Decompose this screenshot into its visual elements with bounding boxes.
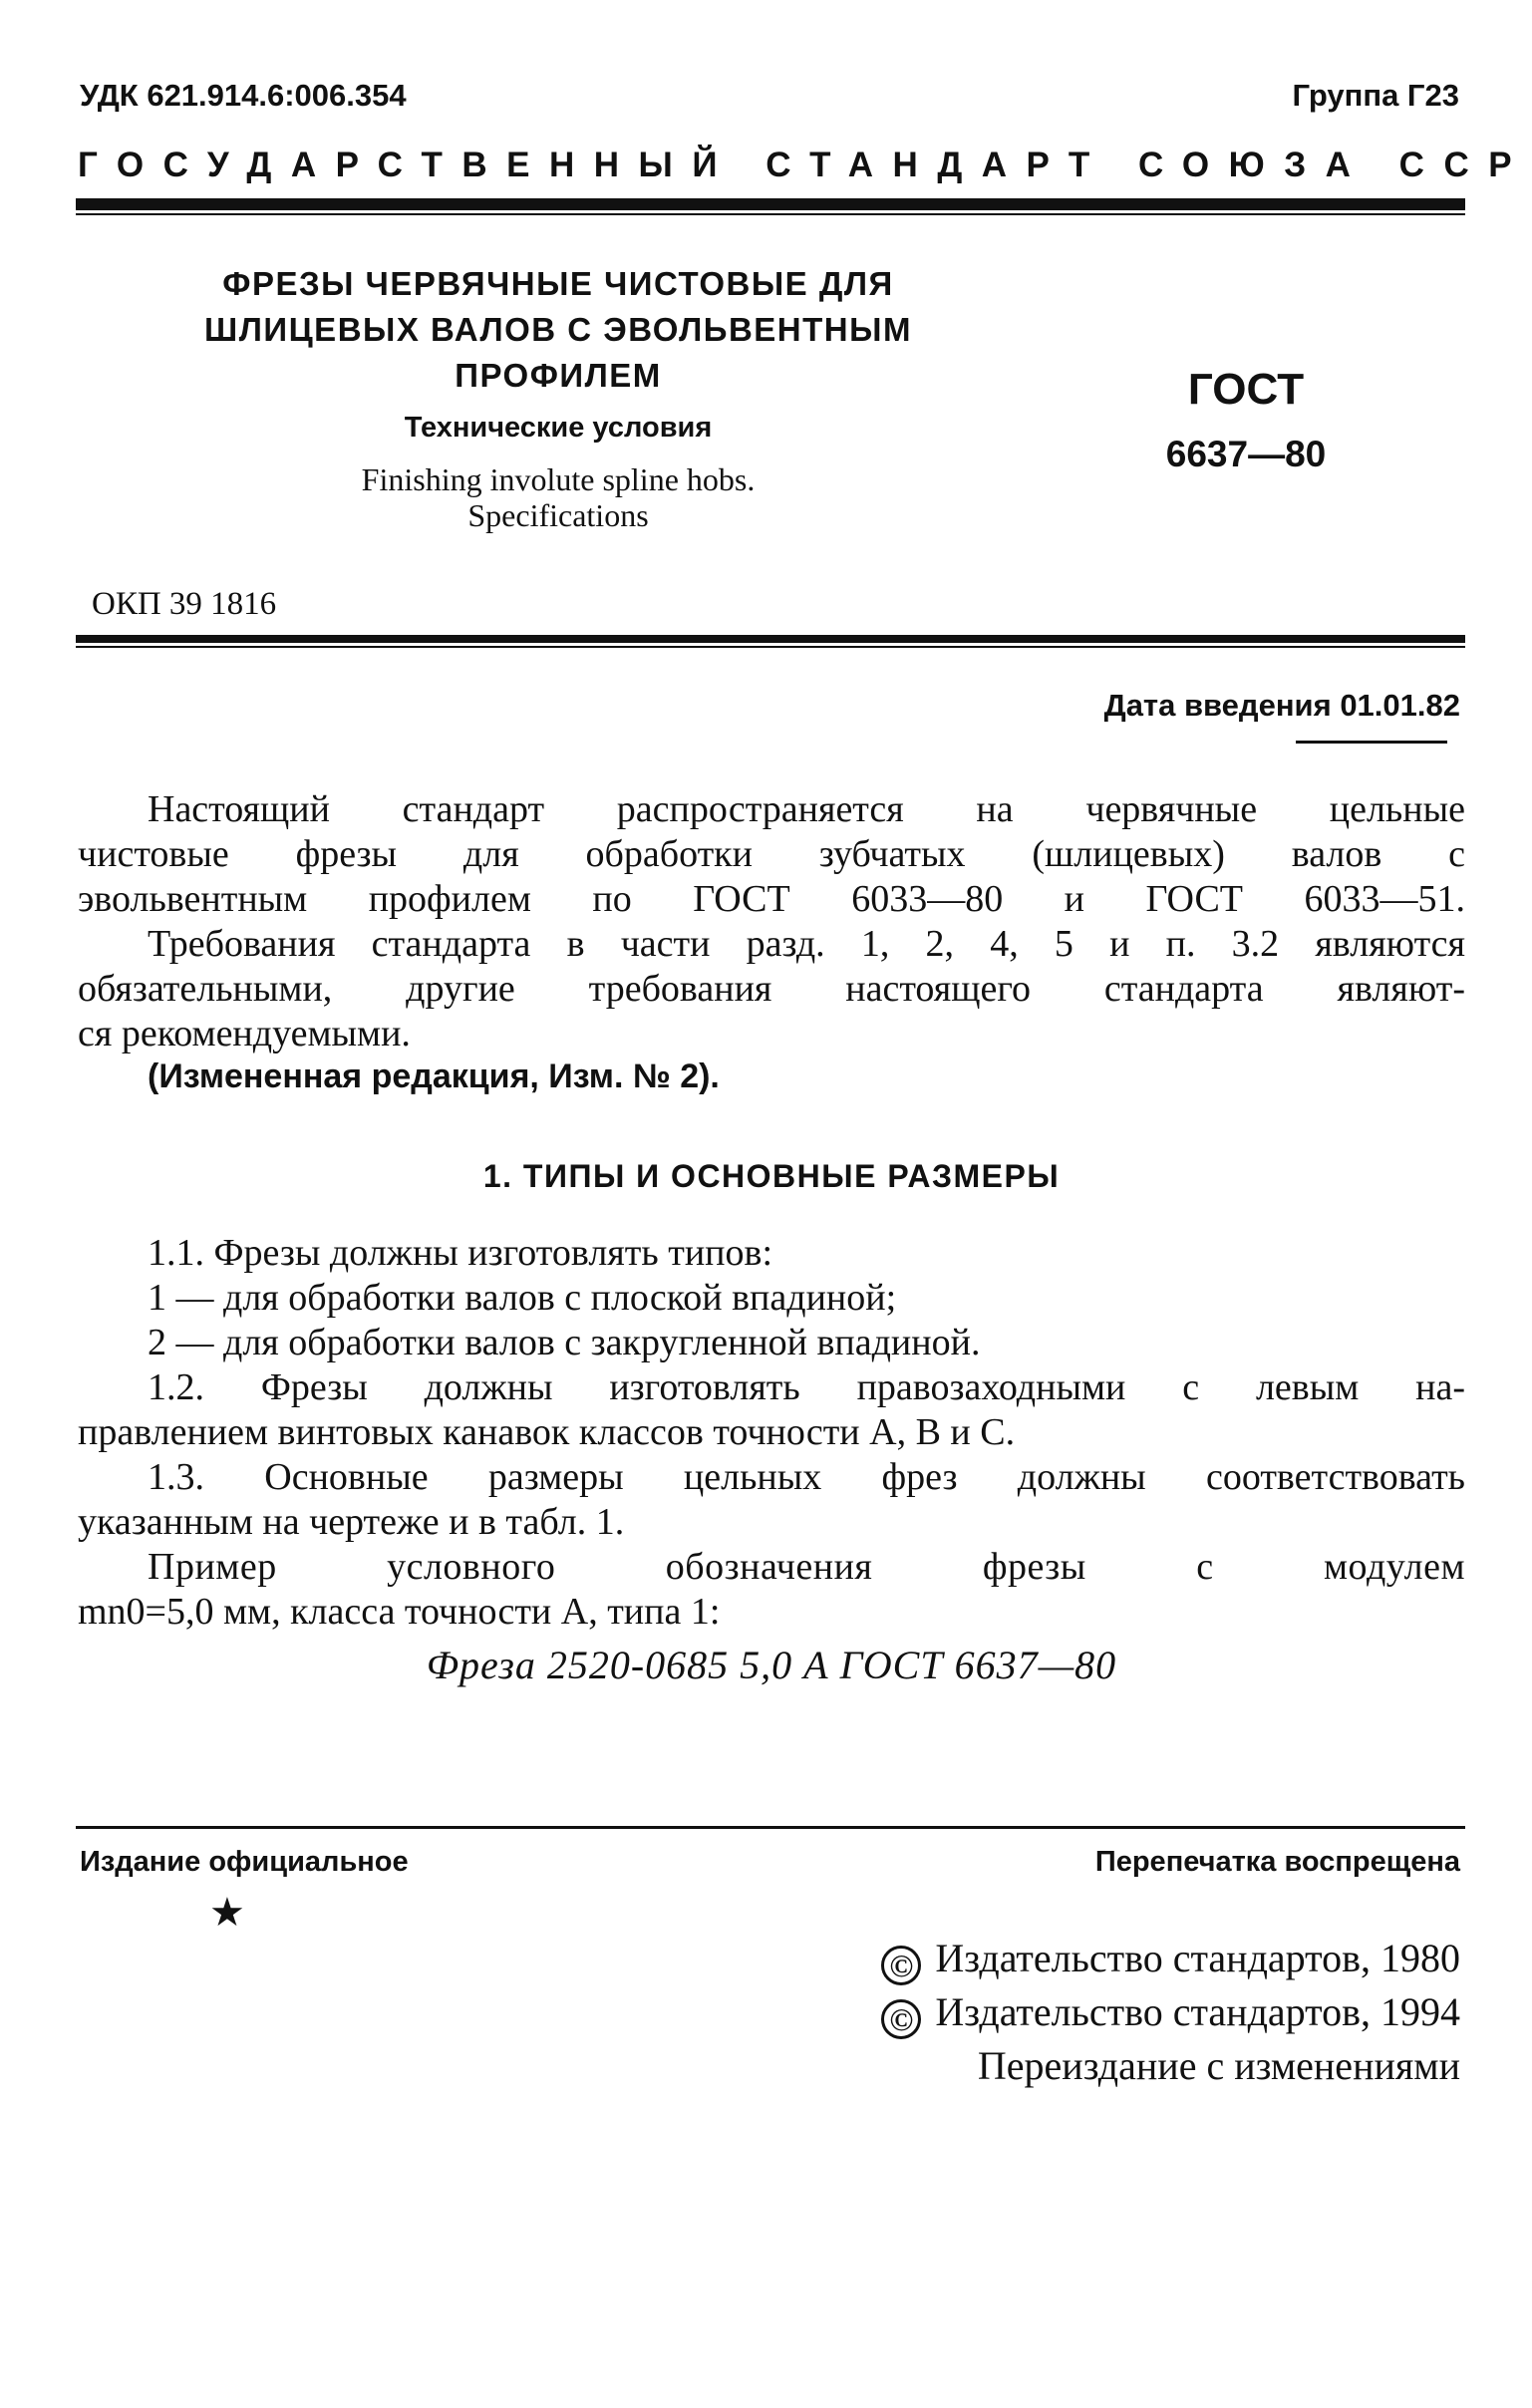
text-line: правлением винтовых канавок классов точности А, В и С. [78,1411,1016,1453]
title-line: ПРОФИЛЕМ [455,357,662,394]
text-line: Требования стандарта в части разд. 1, 2, 4, 5 и п. 3.2 являются [148,923,1465,965]
okp-code: ОКП 39 1816 [92,586,277,622]
document-title [150,261,967,399]
text-line: 1.1. Фрезы должны изготовлять типов: [148,1232,772,1274]
udk-code: УДК 621.914.6:006.354 [80,78,407,113]
top-thin-rule [76,213,1465,215]
subtitle-english [150,461,967,533]
subtitle-russian: Технические условия [404,412,713,444]
text-line: ся рекомендуемыми. [78,1013,411,1054]
designation-formula: Фреза 2520-0685 5,0 А ГОСТ 6637—80 [426,1643,1117,1687]
clause-1-3 [78,1455,1465,1545]
reprint-forbidden: Перепечатка воспрещена [1094,1846,1460,1878]
text-line: обязательными, другие требования настоящего стандарта являют- [78,968,1465,1010]
copyright-text: Издательство стандартов, 1994 [935,1989,1460,2034]
subtitle-english-line: Specifications [467,497,649,533]
section-1-heading: 1. ТИПЫ И ОСНОВНЫЕ РАЗМЕРЫ [482,1158,1061,1194]
state-standard-heading: ГОСУДАРСТВЕННЫЙ СТАНДАРТ СОЮЗА ССР [78,146,1532,184]
title-line: ШЛИЦЕВЫХ ВАЛОВ С ЭВОЛЬВЕНТНЫМ [204,311,912,348]
text-line: Пример условного обозначения фрезы с модулем [148,1546,1465,1588]
type-2-item [78,1321,1465,1365]
amendment-note [78,1054,1465,1099]
title-line: ФРЕЗЫ ЧЕРВЯЧНЫЕ ЧИСТОВЫЕ ДЛЯ [222,265,894,302]
group-code: Группа Г23 [1292,78,1459,113]
copyright-line-1980 [881,1932,1460,1985]
official-edition: Издание официальное [80,1846,409,1878]
bottom-rule [76,1826,1465,1829]
text-line: эвольвентным профилем по ГОСТ 6033—80 и ГОСТ 6033—51. [78,878,1465,920]
text-line: 1.3. Основные размеры цельных фрез должны соответствовать [148,1456,1465,1498]
clause-1-1 [78,1231,1465,1276]
text-line: чистовые фрезы для обработки зубчатых (шлицевых) валов с [78,833,1465,875]
middle-thick-rule [76,635,1465,643]
middle-thin-rule [76,646,1465,648]
date-underline [1296,741,1447,744]
text-line: указанным на чертеже и в табл. 1. [78,1501,625,1543]
scope-paragraph [78,787,1465,922]
reissue-note: Переиздание с изменениями [977,2043,1460,2088]
gost-number: 6637—80 [1165,434,1327,474]
gost-label: ГОСТ [1187,365,1305,414]
text-line: 1.2. Фрезы должны изготовлять правозаходными с левым на- [148,1366,1465,1408]
clause-1-2 [78,1365,1465,1455]
designation-example [78,1545,1465,1635]
copyright-icon: © [881,1946,921,1985]
type-1-item [78,1276,1465,1321]
star-icon: ★ [209,1890,245,1935]
top-thick-rule [76,198,1465,210]
copyright-text: Издательство стандартов, 1980 [935,1936,1460,1980]
text-line: 2 — для обработки валов с закругленной впадиной. [148,1322,981,1363]
copyright-line-1994 [881,1985,1460,2039]
text-line: (Измененная редакция, Изм. № 2). [148,1057,720,1095]
subtitle-english-line: Finishing involute spline hobs. [361,461,756,497]
copyright-block [881,1932,1460,2092]
copyright-icon: © [881,1999,921,2039]
requirements-paragraph [78,922,1465,1056]
date-of-introduction: Дата введения 01.01.82 [1103,688,1460,723]
text-line: 1 — для обработки валов с плоской впадиной; [148,1277,897,1319]
text-line: mn0=5,0 мм, класса точности А, типа 1: [78,1591,721,1633]
text-line: Настоящий стандарт распространяется на червячные цельные [148,788,1465,830]
